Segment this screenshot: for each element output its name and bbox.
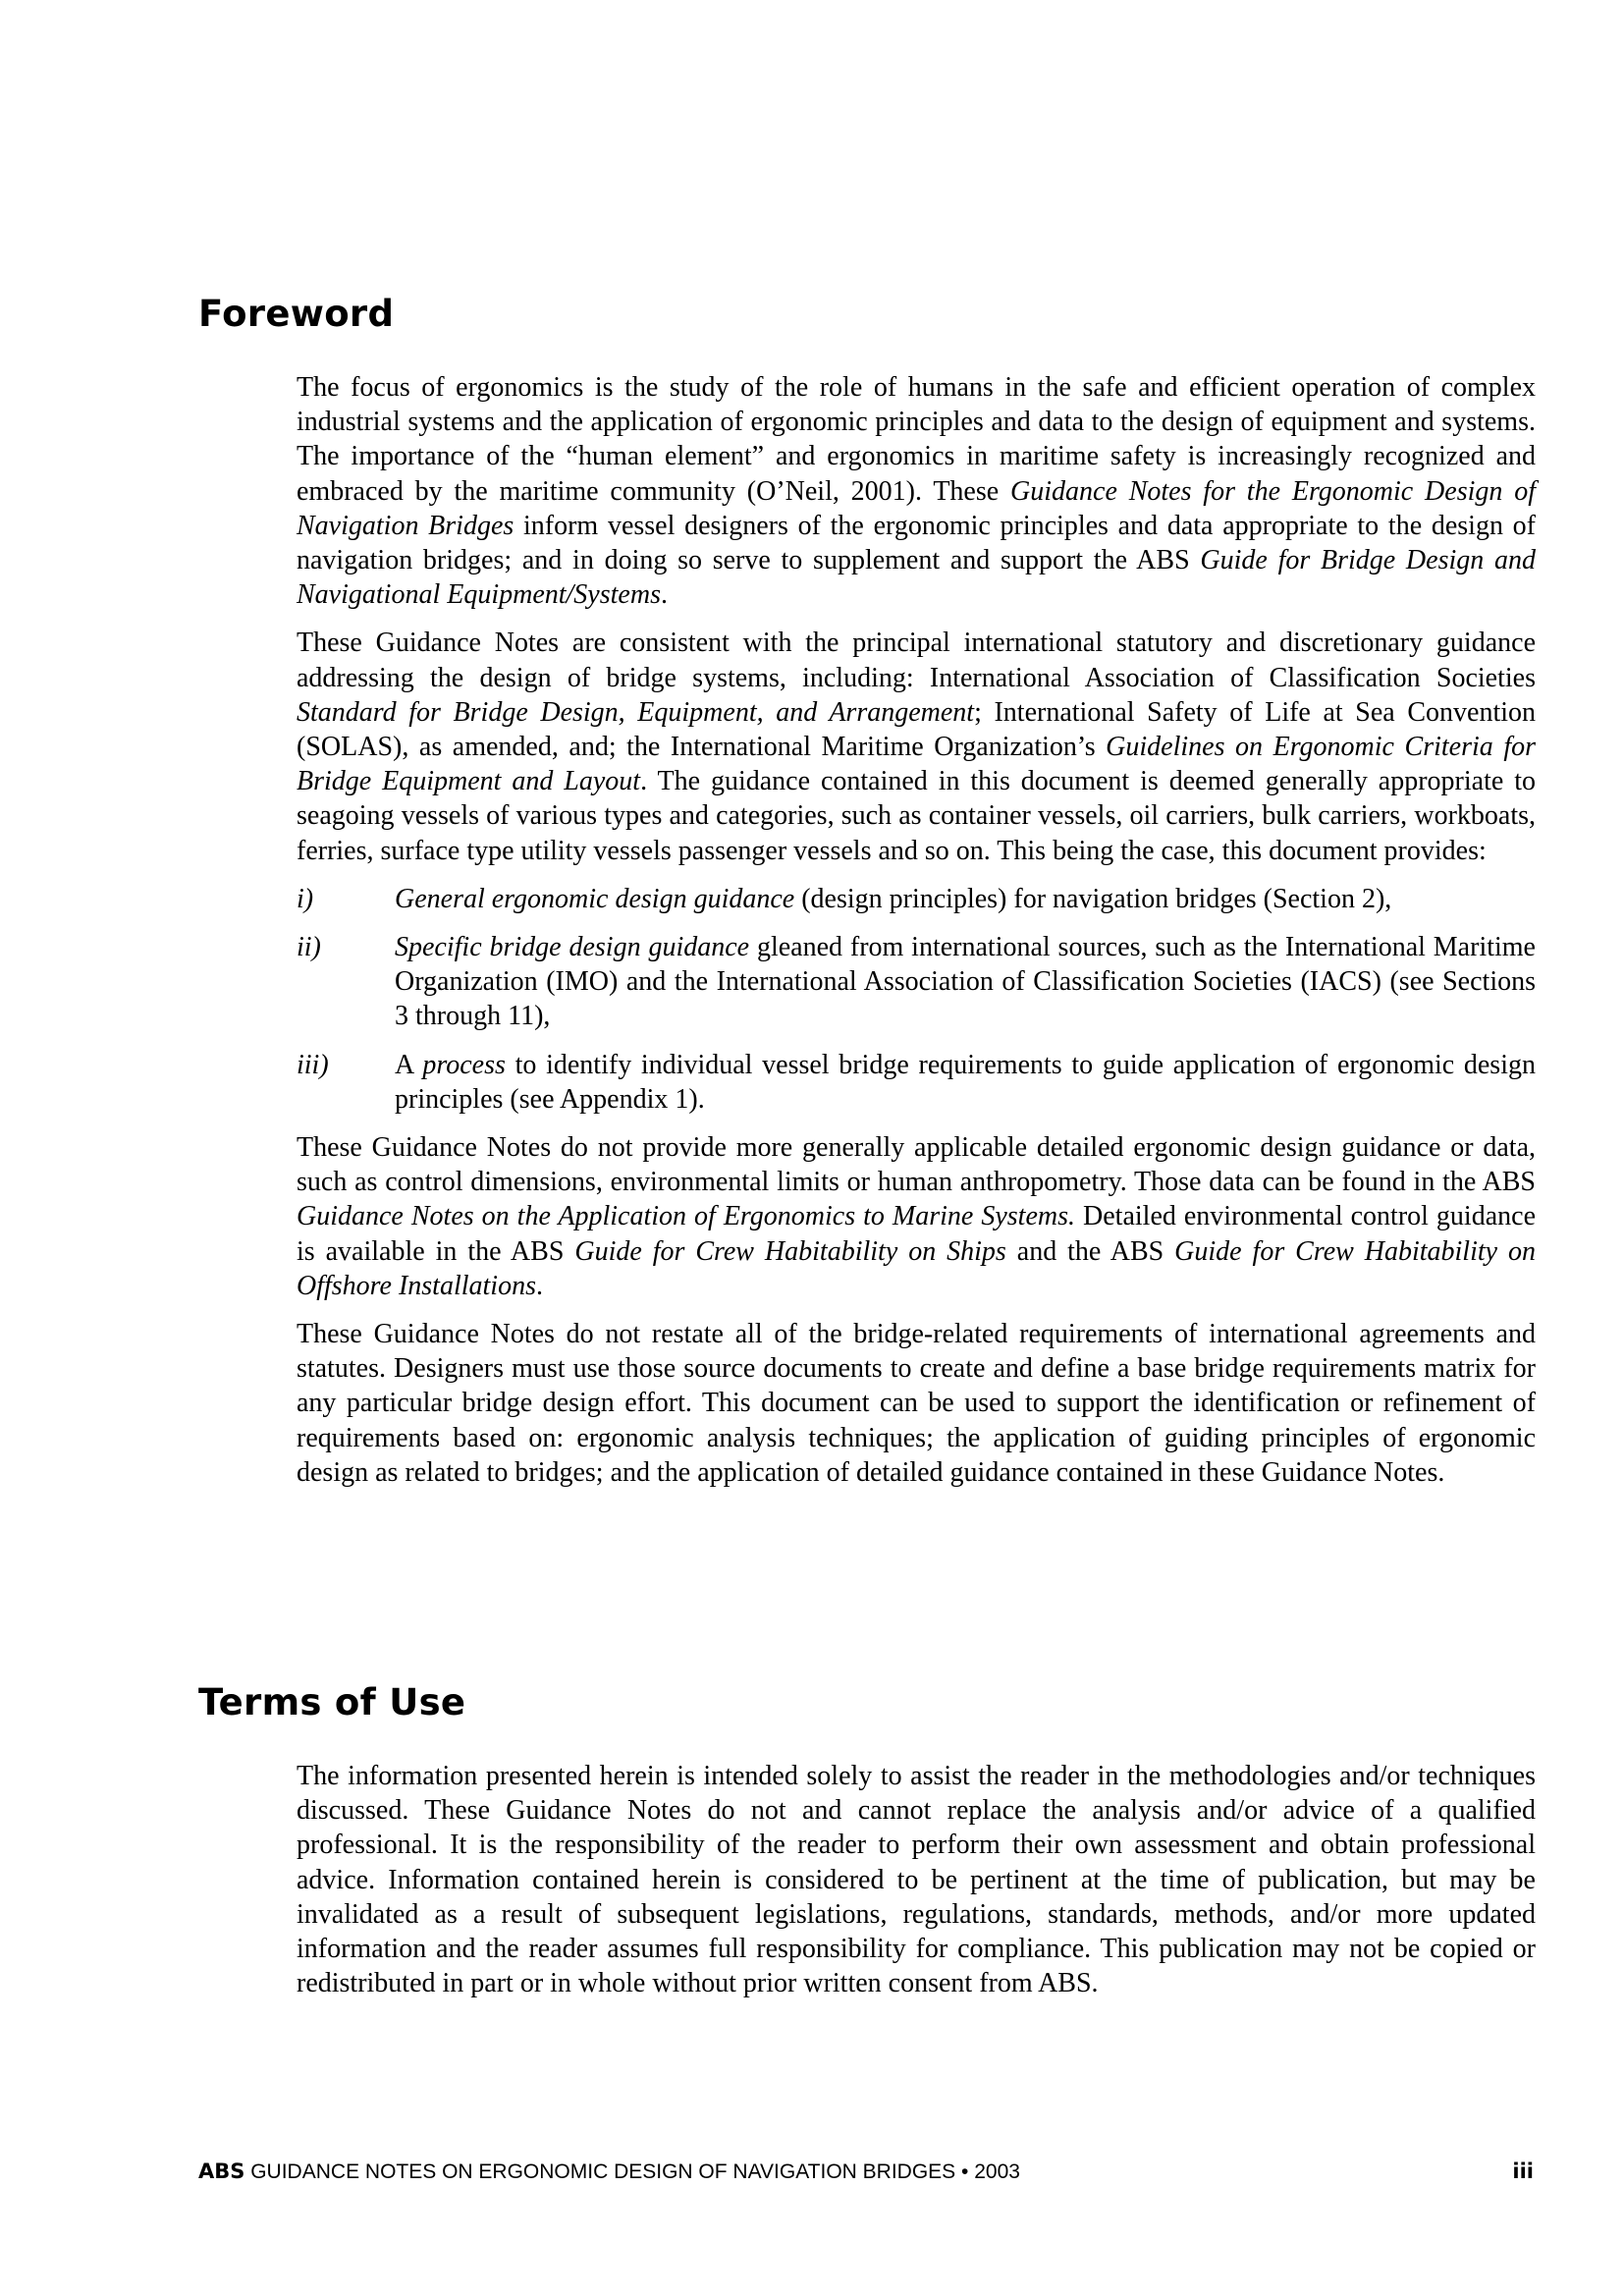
text-run: These Guidance Notes are consistent with the principal international statutory and discretionary guidance addressing the design of bridge systems, including: International Association of Classification Societies — [297, 628, 1536, 693]
text-run: to identify individual vessel bridge requirements to guide application of ergonomic design principles (see Appendix 1). — [395, 1049, 1536, 1115]
italic-title: Guidelines on Ergonomic Criteria for Bridge Equipment and Layout — [297, 732, 1537, 797]
italic-term: process — [422, 1049, 506, 1080]
italic-term: General ergonomic design guidance — [395, 883, 795, 914]
footer-separator: • — [961, 2160, 969, 2183]
foreword-heading: Foreword — [198, 293, 395, 335]
text-run: . — [535, 1270, 543, 1301]
footer-year: 2003 — [968, 2160, 1020, 2183]
foreword-paragraph-3 — [297, 1130, 1536, 1303]
text-run: These Guidance Notes do not provide more generally applicable detailed ergonomic design guidance or data, such as control dimensions, environmental limits or human anthropometry. Those data can be found in the ABS — [297, 1132, 1536, 1198]
list-item — [297, 1048, 1536, 1117]
text-run: . — [660, 579, 668, 611]
italic-title: Guide for Bridge Design and Navigational Equipment/Systems — [297, 545, 1536, 611]
footer-title: GUIDANCE NOTES ON ERGONOMIC DESIGN OF NAVIGATION BRIDGES — [244, 2160, 962, 2183]
text-run: (design principles) for navigation bridges (Section 2), — [794, 883, 1392, 914]
footer-brand: ABS — [198, 2159, 245, 2183]
terms-paragraph: The information presented herein is intended solely to assist the reader in the methodologies and/or techniques discussed. These Guidance Notes do not and cannot replace the analysis and/or advice of a qualified professional. It is the responsibility of the reader to perform their own assessment and obtain professional advice. Information contained herein is considered to be pertinent at the time of publication, but may be invalidated as a result of subsequent legislations, regulations, standards, methods, and/or more updated information and the reader assumes full responsibility for compliance. This publication may not be copied or redistributed in part or in whole without prior written consent from ABS. — [297, 1761, 1536, 1999]
text-run: ; International Safety of Life at Sea Convention (SOLAS), as amended, and; the International Maritime Organization’s — [297, 696, 1536, 763]
foreword-body — [297, 370, 1536, 1503]
italic-title: Guidance Notes for the Ergonomic Design of Navigation Bridges — [297, 475, 1536, 541]
provisions-list — [297, 882, 1536, 1117]
text-run: gleaned from international sources, such as the International Maritime Organization (IMO) and the International Association of Classification Societies (IACS) (see Sections 3 through 11), — [395, 932, 1536, 1032]
italic-title: Standard for Bridge Design, Equipment, and Arrangement — [297, 696, 975, 728]
list-marker: i) — [297, 883, 314, 914]
italic-title: Guidance Notes on the Application of Ergonomics to Marine Systems. — [297, 1201, 1076, 1232]
page-footer — [198, 2157, 1534, 2186]
italic-title: Guide for Crew Habitability on Offshore Installations — [297, 1235, 1537, 1301]
page-number: iii — [1512, 2159, 1534, 2183]
italic-term: Specific bridge design guidance — [395, 932, 750, 963]
list-marker: ii) — [297, 932, 321, 963]
foreword-paragraph-4: These Guidance Notes do not restate all of the bridge-related requirements of international agreements and statutes. Designers must use those source documents to create and define a base bridge requirements matrix for any particular bridge design effort. This document can be used to support the identification or refinement of requirements based on: ergonomic analysis techniques; the application of guiding principles of ergonomic design as related to bridges; and the application of detailed guidance contained in these Guidance Notes. — [297, 1319, 1536, 1488]
text-run: inform vessel designers of the ergonomic principles and data appropriate to the design of navigation bridges; and in doing so serve to supplement and support the ABS — [297, 510, 1537, 576]
list-item — [297, 882, 1536, 916]
text-run: and the ABS — [1005, 1235, 1175, 1267]
terms-body — [297, 1759, 1536, 2014]
text-run: A — [395, 1049, 423, 1080]
foreword-paragraph-2 — [297, 626, 1536, 867]
foreword-paragraph-1 — [297, 370, 1536, 612]
text-run: The focus of ergonomics is the study of the role of humans in the safe and efficient operation of complex industrial systems and the application of ergonomic principles and data to the design of equipment and systems. The importance of the “human element” and ergonomics in maritime safety is increasingly recognized and embraced by the maritime community (O’Neil, 2001). These — [297, 372, 1536, 507]
text-run: . The guidance contained in this document is deemed generally appropriate to seagoing vessels of various types and categories, such as container vessels, oil carriers, bulk carriers, workboats, ferries, surface type utility vessels passenger vessels and so on. This being the case, this document provides: — [297, 766, 1536, 866]
list-marker: iii) — [297, 1049, 329, 1080]
list-item — [297, 930, 1536, 1034]
text-run: Detailed environmental control guidance is available in the ABS — [297, 1201, 1536, 1267]
italic-title: Guide for Crew Habitability on Ships — [574, 1235, 1006, 1267]
terms-of-use-heading: Terms of Use — [198, 1681, 466, 1723]
